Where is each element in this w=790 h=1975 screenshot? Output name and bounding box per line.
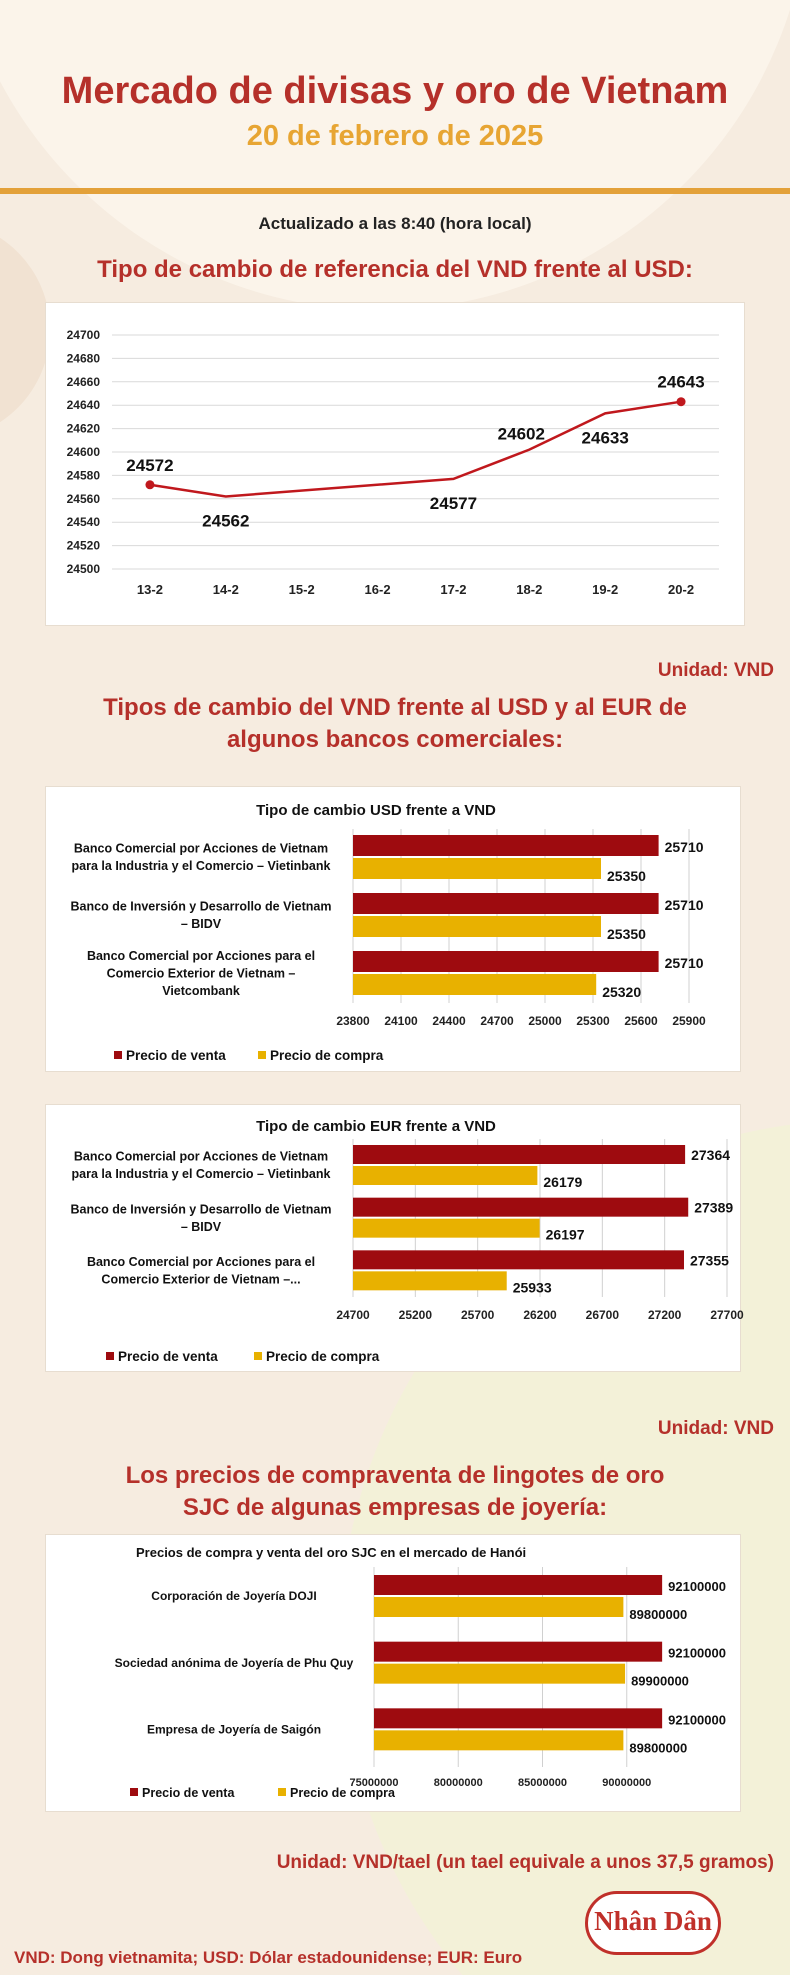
y-tick-label: 24700 — [66, 328, 100, 342]
y-tick-label: 24500 — [66, 562, 100, 576]
data-label: 24577 — [429, 493, 478, 513]
value-label-buy: 89800000 — [629, 1607, 688, 1622]
y-tick-label: 24640 — [66, 398, 100, 413]
category-label: Empresa de Joyería de Saigón — [146, 1722, 322, 1737]
x-tick-label: 27700 — [710, 1308, 744, 1322]
x-tick-label: 24100 — [384, 1014, 418, 1028]
legend-label-buy: Precio de compra — [270, 1048, 384, 1063]
value-label-buy: 89800000 — [629, 1740, 688, 1756]
legend-swatch-buy — [278, 1788, 286, 1796]
bar-sell — [374, 1642, 662, 1662]
unit-label-vnd: Unidad: VND — [657, 660, 774, 681]
x-tick-label: 25600 — [624, 1014, 658, 1028]
category-label: para la Industria y el Comercio – Vietinbank — [71, 1167, 331, 1182]
bar-buy — [374, 1664, 625, 1684]
bar-sell — [353, 1198, 688, 1217]
legend-swatch-buy — [254, 1352, 262, 1360]
legend-label-buy: Precio de compra — [290, 1786, 395, 1800]
category-label: Comercio Exterior de Vietnam –... — [101, 1272, 301, 1287]
banks-section-title-line1: Tipos de cambio del VND frente al USD y al EUR de — [103, 694, 687, 721]
update-time: Actualizado a las 8:40 (hora local) — [258, 214, 532, 233]
reference-section-title: Tipo de cambio de referencia del VND frente al USD: — [97, 256, 693, 283]
bar-buy — [353, 916, 601, 937]
chart-title: Tipo de cambio EUR frente a VND — [256, 1118, 496, 1135]
page-date: 20 de febrero de 2025 — [246, 120, 544, 152]
header-divider — [0, 188, 790, 194]
value-label-sell: 25710 — [664, 839, 704, 855]
x-tick-label: 26200 — [523, 1308, 557, 1322]
bar-sell — [353, 1145, 685, 1164]
gold-section-title-line1: Los precios de compraventa de lingotes de oro — [125, 1462, 665, 1489]
x-tick-label: 15-2 — [288, 582, 315, 597]
category-label: Corporación de Joyería DOJI — [151, 1589, 317, 1604]
category-label: Banco de Inversión y Desarrollo de Vietnam — [70, 1202, 332, 1217]
value-label-sell: 27389 — [694, 1199, 734, 1216]
banks-section-title-line2: algunos bancos comerciales: — [226, 726, 564, 753]
nhan-dan-logo: Nhân Dân — [585, 1891, 721, 1955]
x-tick-label: 18-2 — [516, 582, 543, 597]
x-tick-label: 24400 — [432, 1014, 466, 1028]
legend-swatch-sell — [130, 1788, 138, 1796]
x-tick-label: 75000000 — [349, 1777, 399, 1789]
value-label-buy: 25320 — [602, 984, 642, 1000]
gold-bar-chart — [46, 1535, 740, 1811]
bar-sell — [374, 1575, 662, 1595]
chart-title: Precios de compra y venta del oro SJC en el mercado de Hanói — [136, 1545, 527, 1560]
abbreviations-footnote: VND: Dong vietnamita; USD: Dólar estadounidense; EUR: Euro — [14, 1948, 523, 1967]
value-label-sell: 27364 — [691, 1147, 731, 1163]
bar-buy — [353, 1166, 537, 1185]
unit-label-gold: Unidad: VND/tael (un tael equivale a unos 37,5 gramos) — [276, 1852, 774, 1873]
y-tick-label: 24540 — [66, 515, 100, 530]
data-label: 24643 — [657, 372, 705, 392]
value-label-buy: 25350 — [607, 868, 646, 884]
data-label: 24633 — [581, 428, 629, 448]
unit-label-vnd-2: Unidad: VND — [657, 1418, 774, 1439]
legend-label-sell: Precio de venta — [126, 1048, 226, 1063]
x-tick-label: 25900 — [672, 1014, 706, 1028]
chart-title: Tipo de cambio USD frente a VND — [256, 802, 496, 819]
bar-buy — [353, 1219, 540, 1238]
eur-chart-panel — [45, 1104, 744, 1372]
x-tick-label: 27200 — [647, 1308, 682, 1322]
x-tick-label: 80000000 — [433, 1777, 483, 1789]
x-tick-label: 23800 — [336, 1014, 370, 1028]
category-label: Sociedad anónima de Joyería de Phu Quy — [114, 1655, 354, 1670]
data-point — [677, 397, 686, 406]
usd-bar-chart — [46, 787, 740, 1071]
x-tick-label: 17-2 — [440, 582, 467, 597]
value-label-buy: 25350 — [607, 926, 646, 942]
x-tick-label: 14-2 — [212, 582, 239, 597]
value-label-sell: 25710 — [664, 897, 704, 913]
reference-line-chart — [46, 303, 744, 625]
bar-sell — [353, 951, 659, 972]
x-tick-label: 24700 — [480, 1014, 514, 1028]
y-tick-label: 24680 — [66, 351, 100, 366]
bar-sell — [353, 893, 659, 914]
bar-buy — [353, 858, 601, 879]
y-tick-label: 24520 — [66, 538, 100, 553]
data-label: 24562 — [202, 511, 250, 531]
gold-section-title-line2: SJC de algunas empresas de joyería: — [182, 1494, 608, 1521]
category-label: Banco Comercial por Acciones de Vietnam — [73, 1149, 329, 1164]
category-label: Comercio Exterior de Vietnam – — [106, 966, 296, 981]
legend-swatch-sell — [114, 1051, 122, 1059]
x-tick-label: 85000000 — [518, 1777, 567, 1789]
x-tick-label: 19-2 — [592, 582, 619, 597]
x-tick-label: 25700 — [460, 1308, 495, 1322]
x-tick-label: 24700 — [336, 1308, 370, 1322]
value-label-buy: 25933 — [512, 1279, 552, 1296]
page-title: Mercado de divisas y oro de Vietnam — [61, 70, 729, 112]
series-line — [150, 402, 681, 497]
bar-buy — [353, 974, 596, 995]
value-label-sell: 92100000 — [668, 1579, 726, 1594]
reference-chart-panel — [45, 302, 745, 626]
value-label-sell: 92100000 — [668, 1645, 726, 1661]
x-tick-label: 26700 — [585, 1308, 620, 1322]
x-tick-label: 25000 — [528, 1014, 562, 1028]
category-label: Banco Comercial por Acciones para el — [86, 1254, 316, 1269]
legend-swatch-buy — [258, 1051, 266, 1059]
y-tick-label: 24660 — [66, 374, 100, 389]
value-label-sell: 27355 — [689, 1252, 729, 1269]
data-point — [145, 480, 154, 489]
eur-bar-chart — [46, 1105, 744, 1371]
category-label: Banco Comercial por Acciones para el — [86, 948, 316, 963]
bar-buy — [353, 1271, 507, 1290]
bar-sell — [353, 1250, 684, 1269]
x-tick-label: 25300 — [576, 1014, 610, 1028]
y-tick-label: 24560 — [66, 491, 100, 506]
category-label: Vietcombank — [162, 983, 240, 998]
data-label: 24602 — [497, 424, 545, 444]
value-label-buy: 26197 — [545, 1226, 585, 1243]
usd-chart-panel — [45, 786, 741, 1072]
value-label-sell: 92100000 — [668, 1712, 726, 1728]
category-label: – BIDV — [180, 1219, 222, 1234]
bar-buy — [374, 1730, 623, 1750]
value-label-buy: 89900000 — [631, 1673, 689, 1689]
y-tick-label: 24600 — [66, 445, 100, 459]
category-label: Banco de Inversión y Desarrollo de Vietnam — [70, 899, 332, 914]
bar-sell — [374, 1708, 662, 1728]
x-tick-label: 25200 — [398, 1308, 433, 1322]
bar-buy — [374, 1597, 623, 1617]
x-tick-label: 16-2 — [364, 582, 391, 597]
gold-chart-panel — [45, 1534, 741, 1812]
category-label: Banco Comercial por Acciones de Vietnam — [73, 841, 329, 856]
data-label: 24572 — [126, 455, 174, 475]
x-tick-label: 13-2 — [136, 582, 163, 597]
legend-label-buy: Precio de compra — [266, 1349, 380, 1364]
legend-label-sell: Precio de venta — [118, 1349, 218, 1364]
legend-label-sell: Precio de venta — [142, 1786, 235, 1800]
category-label: para la Industria y el Comercio – Vietinbank — [71, 859, 331, 874]
bar-sell — [353, 835, 659, 856]
value-label-buy: 26179 — [543, 1174, 583, 1190]
y-tick-label: 24580 — [66, 468, 100, 483]
legend-swatch-sell — [106, 1352, 114, 1360]
value-label-sell: 25710 — [664, 955, 704, 971]
y-tick-label: 24620 — [66, 421, 100, 436]
category-label: – BIDV — [180, 917, 222, 932]
x-tick-label: 90000000 — [602, 1777, 652, 1789]
x-tick-label: 20-2 — [668, 582, 695, 597]
